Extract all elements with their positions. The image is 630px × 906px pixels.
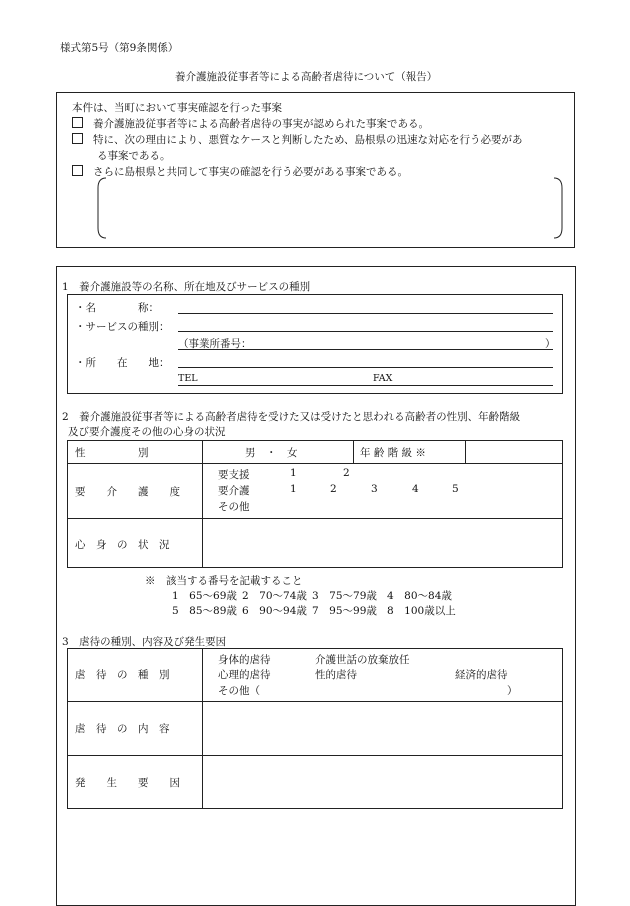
abuse-table-row1	[67, 701, 563, 702]
age-8: 8 100歳以上	[387, 605, 456, 617]
type-psychological[interactable]: 心理的虐待	[218, 669, 271, 681]
intro-heading: 本件は、当町において事実確認を行った事案	[72, 102, 282, 114]
care-support-1[interactable]: 1	[290, 467, 297, 479]
office-number-label: （事業所番号：	[178, 338, 252, 350]
age-col-left	[353, 440, 354, 463]
checkbox-2[interactable]	[72, 133, 83, 144]
age-label: 年 齢 階 級 ※	[360, 447, 426, 459]
office-number-close: ）	[545, 338, 556, 350]
section2-heading-cont: 及び要介護度その他の心身の状況	[68, 426, 226, 438]
abuse-content-label: 虐 待 の 内 容	[75, 723, 170, 735]
care-level-5[interactable]: 5	[452, 483, 459, 495]
office-number-line[interactable]	[178, 349, 553, 350]
age-1: 1 65〜69歳	[172, 590, 237, 602]
type-sexual[interactable]: 性的虐待	[315, 669, 357, 681]
care-level-1[interactable]: 1	[290, 483, 297, 495]
age-4: 4 80〜84歳	[387, 590, 452, 602]
type-economic[interactable]: 経済的虐待	[455, 669, 508, 681]
sex-label: 性 別	[75, 447, 149, 459]
status-table-row1	[67, 463, 563, 464]
age-6: 6 90〜94歳	[242, 605, 307, 617]
tel-fax-line[interactable]	[178, 385, 553, 386]
care-support-2[interactable]: 2	[343, 467, 350, 479]
care-level-4[interactable]: 4	[412, 483, 419, 495]
age-5: 5 85〜89歳	[172, 605, 237, 617]
document-title: 養介護施設従事者等による高齢者虐待について（報告）	[175, 71, 438, 83]
age-3: 3 75〜79歳	[312, 590, 377, 602]
intro-option-3: さらに島根県と共同して事実の確認を行う必要がある事案である。	[72, 164, 408, 179]
service-line[interactable]	[178, 331, 553, 332]
status-table-row2	[67, 518, 563, 519]
abuse-type-label: 虐 待 の 種 別	[75, 669, 170, 681]
type-physical[interactable]: 身体的虐待	[218, 654, 271, 666]
age-note-heading: ※ 該当する番号を記載すること	[145, 575, 303, 587]
cause-label: 発 生 要 因	[75, 777, 180, 789]
section1-heading: 1 養介護施設等の名称、所在地及びサービスの種別	[62, 281, 311, 293]
type-other-close: ）	[507, 685, 518, 697]
abuse-table-col	[202, 648, 203, 809]
care-level-text: 要介護	[218, 485, 250, 497]
status-table-col	[202, 440, 203, 568]
age-2: 2 70〜74歳	[242, 590, 307, 602]
cause-input[interactable]	[206, 759, 558, 805]
care-other[interactable]: その他	[218, 501, 250, 513]
name-line[interactable]	[178, 313, 553, 314]
sex-value[interactable]: 男 ・ 女	[245, 447, 298, 459]
abuse-content-input[interactable]	[206, 705, 558, 751]
intro-option-1: 養介護施設従事者等による高齢者虐待の事実が認められた事案である。	[72, 116, 429, 131]
care-level-label: 要 介 護 度	[75, 486, 180, 498]
name-label: ・名 称：	[75, 302, 159, 314]
care-level-2[interactable]: 2	[330, 483, 337, 495]
checkbox-3[interactable]	[72, 165, 83, 176]
section2-heading: 2 養介護施設従事者等による高齢者虐待を受けた又は受けたと思われる高齢者の性別、年齢階級	[62, 411, 521, 423]
fax-label: FAX	[373, 373, 393, 384]
mind-body-label: 心 身 の 状 況	[75, 539, 170, 551]
checkbox-1[interactable]	[72, 117, 83, 128]
mind-body-input[interactable]	[206, 522, 558, 564]
age-7: 7 95〜99歳	[312, 605, 377, 617]
reason-bracket[interactable]	[96, 176, 566, 240]
intro-option-2: 特に、次の理由により、悪質なケースと判断したため、島根県の迅速な対応を行う必要があ	[72, 132, 523, 147]
tel-label: TEL	[178, 373, 198, 384]
age-row-2	[172, 603, 456, 618]
type-neglect[interactable]: 介護世話の放棄放任	[315, 654, 410, 666]
address-label: ・所 在 地：	[75, 357, 170, 369]
section3-heading: 3 虐待の種別、内容及び発生要因	[62, 636, 227, 648]
age-col-right	[465, 440, 466, 463]
abuse-table-row2	[67, 755, 563, 756]
care-support-label: 要支援	[218, 469, 250, 481]
service-label: ・サービスの種別：	[75, 321, 170, 333]
address-line[interactable]	[178, 367, 553, 368]
care-level-3[interactable]: 3	[371, 483, 378, 495]
age-value[interactable]	[470, 445, 558, 459]
type-other[interactable]: その他（	[218, 685, 260, 697]
age-row-1	[172, 588, 452, 603]
form-number: 様式第5号（第9条関係）	[60, 42, 179, 54]
intro-option-2-cont: る事案である。	[97, 150, 171, 162]
